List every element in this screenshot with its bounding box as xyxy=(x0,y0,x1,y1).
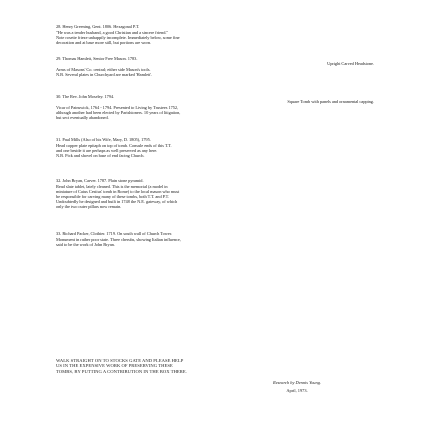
entry-body xyxy=(56,143,374,158)
appeal-line: US IN THE EXPENSIVE WORK OF PRESERVING THESE xyxy=(56,363,173,369)
entry-heading: 33. Richard Packer, Clothier. 1719. On south wall of Church Tower. xyxy=(56,231,173,236)
entry-29 xyxy=(56,56,374,77)
entry-28 xyxy=(56,24,374,45)
entry-33 xyxy=(56,231,374,247)
entry-heading: 28. Henry Greening, Gent. 1806. Hexagonal P.T. xyxy=(56,24,140,29)
contribution-appeal xyxy=(56,358,374,374)
entry-30 xyxy=(56,94,374,120)
research-credit: Research by Dennis Young. xyxy=(273,380,321,385)
entry-line: although another had been elected by Parishioners. 10 years of litigation, xyxy=(56,109,181,115)
entry-heading: 29. Thomas Hamlett, Senior Free Mason. 1783. xyxy=(56,56,138,61)
entry-body xyxy=(56,30,374,45)
entry-line: and one beside it are perhaps as well preserved as any here. xyxy=(56,147,158,153)
entry-line: Undoubtedly he designed and built in 1748 the N.E. gateway, of which xyxy=(56,198,178,204)
entry-line: N.B. Pick and shovel on base of end facing Church. xyxy=(56,152,145,158)
entry-line: Arms of Masons' Co. central; either side Mason's tools. xyxy=(56,66,151,72)
appeal-line: WALK STRAIGHT ON TO STOCKS GATE AND PLEASE HELP xyxy=(56,358,184,363)
entry-body xyxy=(56,184,374,209)
entry-line: decoration and at base more still, but portions are worn. xyxy=(56,39,152,45)
document-date: April, 1973. xyxy=(286,388,308,393)
entry-line: Monument in rather poor state. Three cherubs, showing Italian influence, xyxy=(56,236,181,242)
entry-heading: 30. The Rev. John Moseley. 1794. xyxy=(56,94,115,99)
entry-heading: 31. Paul Mills (Also of his Wife, Mary, D. 1805), 1795. xyxy=(56,137,151,142)
entry-line: "He was a tender husband, a good Christian and a sincere friend." xyxy=(56,29,169,35)
entry-line: Read slate tablet, lately cleaned. This is the memorial (a model in xyxy=(56,183,168,189)
entry-body xyxy=(56,237,374,247)
entry-32 xyxy=(56,178,374,209)
entry-line: but sect eventually abandoned. xyxy=(56,114,109,120)
entry-line: Note rosette frieze unhappily incomplete. Immediately below, some fine xyxy=(56,34,180,40)
entry-31 xyxy=(56,137,374,158)
appeal-line: TOMBS, BY PUTTING A CONTRIBUTION IN THE BOX THERE. xyxy=(56,368,187,374)
entry-body xyxy=(56,105,374,120)
entry-line: Vicar of Painswick, 1764 - 1794. Presented to Living by Trustees 1752, xyxy=(56,104,179,110)
entry-line: only the two outer pillars now remain. xyxy=(56,203,122,209)
entry-line: N.B. Several plates in Churchyard are marked 'Hamlett'. xyxy=(56,71,153,77)
entry-note: Upright Carved Headstone. xyxy=(327,61,374,67)
entry-line: miniature of Caius Cestius' tomb in Rome) to the local mason who must xyxy=(56,188,180,194)
entry-body xyxy=(56,67,374,77)
entry-line: be responsible for carving many of these tombs, both T.T. and P.T. xyxy=(56,193,169,199)
entry-line: Head copper plate epitaph on top of tomb. Consule ends of this T.T. xyxy=(56,142,172,148)
entry-heading: 32. John Bryan, Carver. 1787. Plain stone pyramid. xyxy=(56,178,144,183)
entry-note: Square Tomb with panels and ornamental capping. xyxy=(287,99,374,105)
entry-line: said to be the work of John Bryan. xyxy=(56,241,115,247)
